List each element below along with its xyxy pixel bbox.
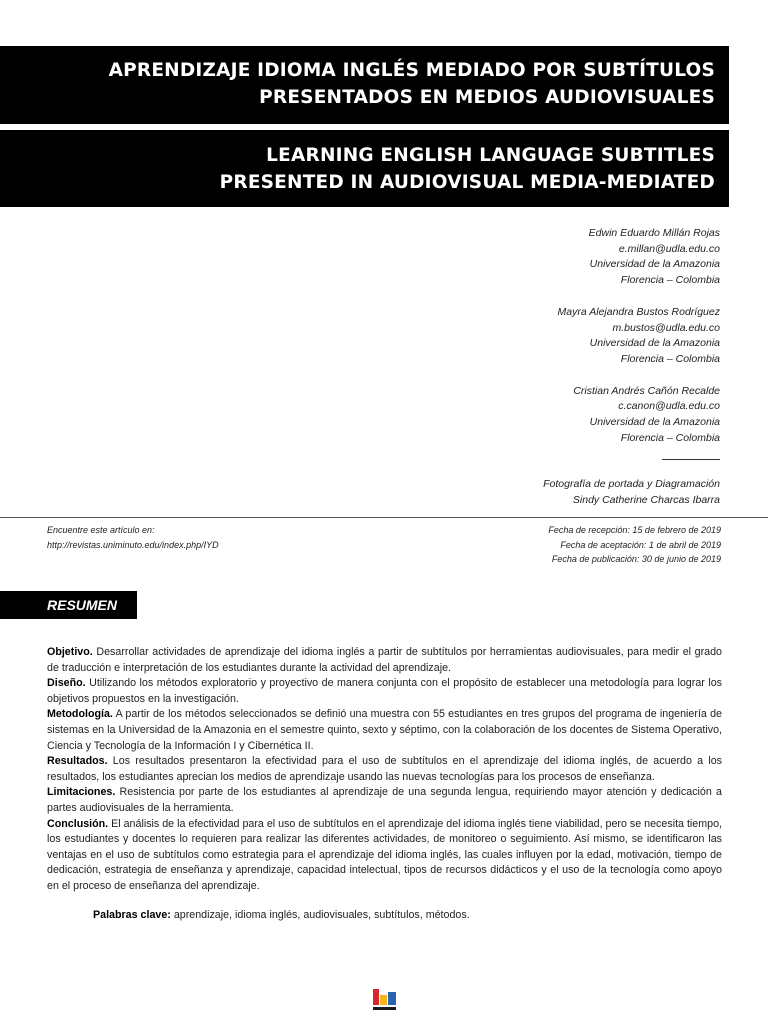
abstract-body — [47, 645, 722, 895]
article-dates — [548, 523, 721, 567]
author-name: Edwin Eduardo Millán Rojas — [588, 227, 720, 239]
spanish-title-line-2: PRESENTADOS EN MEDIOS AUDIOVISUALES — [259, 87, 715, 108]
author-email[interactable]: c.canon@udla.edu.co — [618, 400, 720, 413]
abstract-label: Objetivo. — [47, 646, 93, 658]
credits-name: Sindy Catherine Charcas Ibarra — [572, 494, 720, 507]
article-link-block — [47, 523, 219, 553]
logo-base-bar — [373, 1007, 396, 1010]
author-name: Mayra Alejandra Bustos Rodríguez — [557, 305, 720, 318]
article-link-url[interactable]: http://revistas.uniminuto.edu/index.php/IYD — [47, 540, 219, 550]
abstract-paragraph — [47, 707, 722, 754]
author-location: Florencia – Colombia — [620, 352, 720, 365]
english-title-line-2: PRESENTED IN AUDIOVISUAL MEDIA-MEDIATED — [219, 172, 715, 193]
date-accepted: Fecha de aceptación: 1 de abril de 2019 — [560, 539, 721, 550]
article-link-label: Encuentre este artículo en: — [47, 525, 155, 535]
abstract-paragraph — [47, 676, 722, 707]
abstract-text: Desarrollar actividades de aprendizaje del idioma inglés a partir de subtítulos por herramientas audiovisuales, para medir el grado de traducción e interpretación de los estudiantes durante la actividad del aprendizaje. — [47, 646, 722, 674]
credits-role: Fotografía de portada y Diagramación — [543, 478, 720, 491]
author-list — [543, 226, 720, 509]
keywords-line — [93, 908, 470, 923]
abstract-text: A partir de los métodos seleccionados se definió una muestra con 55 estudiantes en tres grupos del programa de ingeniería de sistemas en la Universidad de la Amazonia en el semestre quinto, sexto y séptimo, con la colaboración de los docentes de Sistema Operativo, Ciencia y Tecnología de la Información I y Cibernética II. — [47, 708, 722, 752]
abstract-paragraph — [47, 645, 722, 676]
abstract-paragraph — [47, 817, 722, 895]
author-divider — [662, 459, 720, 460]
author-email[interactable]: m.bustos@udla.edu.co — [612, 321, 720, 334]
abstract-text: Resistencia por parte de los estudiantes al aprendizaje de una segunda lengua, requiriendo mayor atención y dedicación a partes audiovisuales de la herramienta. — [47, 786, 722, 814]
spanish-title-line-1: APRENDIZAJE IDIOMA INGLÉS MEDIADO POR SUBTÍTULOS — [108, 60, 715, 81]
metadata-divider — [0, 517, 768, 518]
abstract-label: Resultados. — [47, 755, 108, 768]
author-entry — [543, 226, 720, 289]
logo-red-bar — [373, 989, 379, 1005]
abstract-text: El análisis de la efectividad para el uso de subtítulos en el aprendizaje del idioma inglés tiene viabilidad, pero se necesita tiempo, los estudiantes y docentes lo requieren para realizar las diferentes actividades, de monitoreo o seguimiento. Así mismo, se identificaron las ventajas en el uso de subtítulos como estrategia para el aprendizaje del idioma inglés, las cuales influyen por la edad, motivación, tiempo de dedicación, estrategia de enseñanza y aprendizaje, capacidad intelectual, tipos de recursos didácticos y el uso de la tecnología como apoyo en el proceso de enseñanza del aprendizaje. — [47, 817, 722, 892]
author-institution: Universidad de la Amazonia — [589, 258, 720, 271]
abstract-text: Los resultados presentaron la efectividad para el uso de subtítulos en el aprendizaje del idioma inglés, de acuerdo a los resultados, los estudiantes aprecian los medios de aprendizaje usando las nuevas tecnologías para los procesos de enseñanza. — [47, 755, 722, 783]
abstract-label: Diseño. — [47, 677, 86, 690]
spanish-title-banner — [0, 46, 729, 124]
date-published: Fecha de publicación: 30 de junio de 2019 — [551, 554, 721, 564]
author-entry — [543, 384, 720, 447]
author-location: Florencia – Colombia — [620, 431, 720, 444]
author-name: Cristian Andrés Cañón Recalde — [573, 384, 720, 397]
author-location: Florencia – Colombia — [620, 274, 720, 287]
author-institution: Universidad de la Amazonia — [589, 337, 720, 350]
abstract-label: Conclusión. — [47, 817, 109, 830]
keywords-text: aprendizaje, idioma inglés, audiovisuales, subtítulos, métodos. — [170, 909, 470, 921]
logo-yellow-bar — [380, 995, 387, 1005]
author-entry — [543, 305, 720, 368]
abstract-paragraph — [47, 754, 722, 785]
date-received: Fecha de recepción: 15 de febrero de 2019 — [548, 525, 721, 535]
english-title-line-1: LEARNING ENGLISH LANGUAGE SUBTITLES — [266, 145, 715, 166]
english-title-banner — [0, 130, 729, 207]
abstract-label: Limitaciones. — [47, 786, 116, 799]
author-institution: Universidad de la Amazonia — [589, 416, 720, 429]
keywords-label: Palabras clave: — [93, 909, 171, 921]
publisher-logo-icon — [370, 986, 400, 1014]
abstract-text: Utilizando los métodos exploratorio y proyectivo de manera conjunta con el propósito de establecer una metodología para lograr los objetivos propuestos en la investigación. — [47, 677, 722, 705]
abstract-label: Metodología. — [47, 708, 113, 721]
abstract-paragraph — [47, 785, 722, 816]
logo-blue-shape — [388, 992, 396, 1005]
section-heading: RESUMEN — [0, 591, 137, 619]
author-email[interactable]: e.millan@udla.edu.co — [618, 242, 720, 255]
